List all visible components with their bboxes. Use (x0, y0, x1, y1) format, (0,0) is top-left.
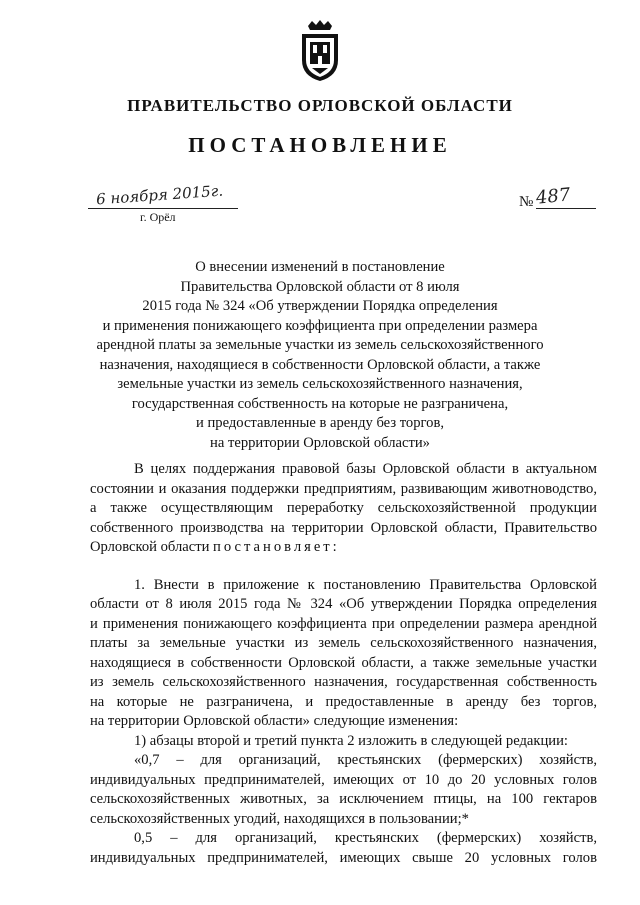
handwritten-date: 6 ноября 2015г. (95, 181, 224, 209)
coat-of-arms-emblem (298, 20, 342, 82)
number-underline (536, 208, 596, 209)
preamble-prefix: Орловской области (90, 539, 214, 555)
quote-1-paragraph (90, 751, 597, 829)
body-line: сельскохозяйственных угодий, находящихся в пользовании;* (90, 810, 469, 827)
body-line: находящиеся в собственности Орловской области, а также земельные участки (90, 654, 597, 671)
title-line: арендной платы за земельные участки из земель сельскохозяйственного (96, 337, 544, 353)
body-line: платы за земельные участки из земель сельскохозяйственного назначения, (90, 635, 597, 651)
quote-2-paragraph (90, 829, 597, 868)
preamble-paragraph (90, 460, 597, 558)
body-line: 1. Внести в приложение к постановлению Правительства Орловской (134, 576, 597, 593)
item-1-paragraph (90, 576, 597, 732)
number-label: № (519, 194, 534, 210)
title-line: государственная собственность на которые не разграничена, (131, 395, 509, 412)
body-line: собственного производства на территории Орловской области, Правительство (90, 519, 597, 536)
body-line: индивидуальных предпринимателей, имеющих свыше 20 условных голов (90, 849, 597, 866)
body-line: сельскохозяйственных животных, за исключением птицы, на 100 гектаров (90, 791, 597, 807)
title-line: и применения понижающего коэффициента при определении размера (102, 317, 538, 334)
organization-name: ПРАВИТЕЛЬСТВО ОРЛОВСКОЙ ОБЛАСТИ (127, 96, 513, 115)
date-underline (88, 208, 238, 209)
body-line: на территории Орловской области» следующие изменения: (90, 713, 459, 729)
body-line: из земель сельскохозяйственного назначения, государственная собственность (90, 674, 597, 690)
title-line: 2015 года № 324 «Об утверждении Порядка определения (142, 298, 498, 314)
body-line: 0,5 – для организаций, крестьянских (фермерских) хозяйств, (134, 830, 597, 846)
document-title (0, 258, 640, 453)
body-line: области от 8 июля 2015 года № 324 «Об утверждении Порядка определения (90, 596, 597, 612)
body-line: «0,7 – для организаций, крестьянских (фермерских) хозяйств, (134, 752, 597, 768)
body-line: 1) абзацы второй и третий пункта 2 изложить в следующей редакции: (134, 732, 568, 749)
title-line: на территории Орловской области» (210, 434, 430, 451)
body-line: состоянии и оказания поддержки предприятиям, развивающим животноводство, (90, 480, 597, 497)
title-line: назначения, находящиеся в собственности Орловской области, а также (99, 356, 541, 373)
body-line: индивидуальных предпринимателей, имеющих от 10 до 20 условных голов (90, 771, 597, 788)
body-line (90, 538, 597, 558)
body-line: а также осуществляющим переработку сельскохозяйственной продукции (90, 500, 597, 516)
handwritten-number: 487 (534, 184, 572, 209)
title-line: О внесении изменений в постановление (195, 259, 445, 275)
title-line: земельные участки из земель сельскохозяйственного назначения, (117, 376, 523, 392)
document-type: ПОСТАНОВЛЕНИЕ (188, 133, 452, 157)
title-line: Правительства Орловской области от 8 июля (180, 278, 460, 295)
decree-word: постановляет: (213, 539, 340, 555)
body-line: В целях поддержания правовой базы Орловской области в актуальном (134, 461, 597, 477)
body-line: на которые не разграничена, и предоставленные в аренду без торгов, (90, 693, 597, 710)
subitem-1-paragraph (90, 732, 597, 752)
document-body (90, 460, 597, 868)
city-label: г. Орёл (140, 210, 176, 224)
title-line: и предоставленные в аренду без торгов, (196, 415, 444, 431)
body-line: и применения понижающего коэффициента при определении размера арендной (90, 615, 597, 632)
